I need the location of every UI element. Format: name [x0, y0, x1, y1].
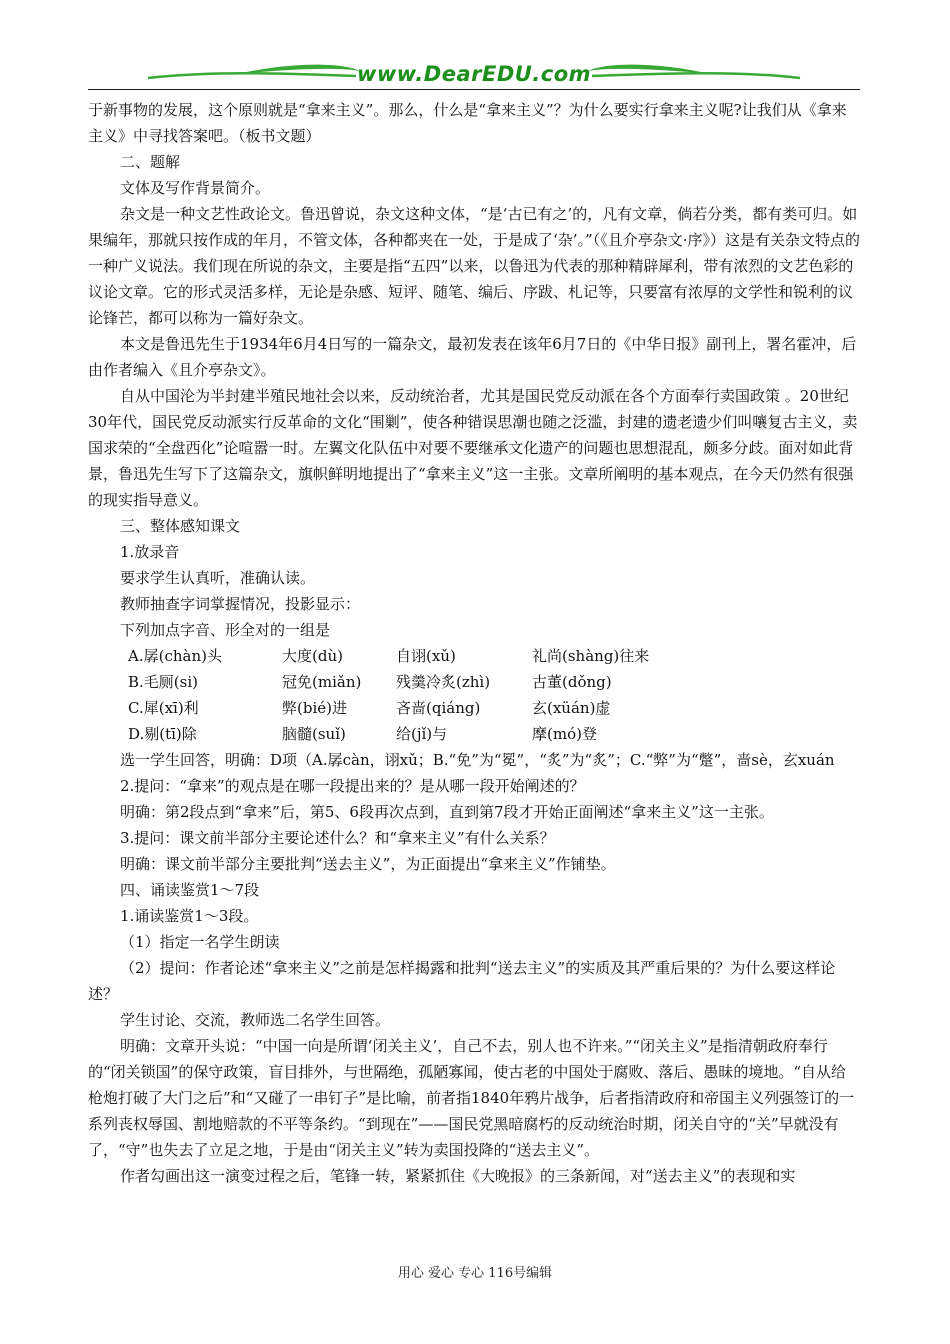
option-row: [128, 721, 692, 747]
paragraph: 明确：课文前半部分主要批判“送去主义”，为正面提出“拿来主义”作铺垫。: [120, 855, 616, 873]
option-cell: B.毛厕(si): [128, 673, 198, 691]
paragraph: 文体及写作背景简介。: [120, 179, 271, 197]
option-cell: 自诩(xǔ): [396, 647, 456, 665]
option-cell: 古董(dǒng): [532, 673, 612, 691]
option-row: [128, 695, 692, 721]
option-cell: 吝啬(qiáng): [396, 699, 481, 717]
paragraph: 本文是鲁迅先生于1934年6月4日写的一篇杂文，最初发表在该年6月7日的《中华日报》副刊上，署名霍冲，后由作者编入《且介亭杂文》。: [88, 335, 857, 379]
paragraph: 三、整体感知课文: [120, 517, 241, 535]
paragraph: 2.提问：“拿来”的观点是在哪一段提出来的？是从哪一段开始阐述的？: [120, 777, 585, 795]
paragraph: 下列加点字音、形全对的一组是: [120, 621, 331, 639]
header-divider: [88, 89, 860, 90]
option-cell: C.犀(xī)利: [128, 699, 199, 717]
paragraph: 作者勾画出这一演变过程之后，笔锋一转，紧紧抓住《大晚报》的三条新闻，对“送去主义”的表现和实: [120, 1167, 796, 1185]
paragraph: 1.放录音: [120, 543, 180, 561]
option-row: [128, 669, 692, 695]
options-table: [128, 643, 692, 747]
paragraph-group-analysis: [88, 747, 860, 1189]
document-body: [88, 97, 860, 1189]
option-cell: 大度(dù): [282, 647, 343, 665]
option-cell: 残羹冷炙(zhì): [396, 673, 491, 691]
option-cell: 弊(bié)进: [282, 699, 347, 717]
paragraph: 学生讨论、交流，教师选二名学生回答。: [120, 1011, 391, 1029]
option-cell: 玄(xüán)虚: [532, 699, 611, 717]
option-cell: 脑髓(suǐ): [282, 725, 346, 743]
option-cell: A.孱(chàn)头: [128, 647, 222, 665]
option-cell: 礼尚(shàng)往来: [532, 647, 650, 665]
paragraph: 自从中国沦为半封建半殖民地社会以来，反动统治者，尤其是国民党反动派在各个方面奉行卖国政策 。20世纪30年代，国民党反动派实行反革命的文化“围剿”，使各种错误思潮也随之泛滥，封建的遗老遗少们叫嚷复古主义，卖国求荣的“全盘西化”论喧嚣一时。左翼文化队伍中对要不要继承文化遗产的问题也思想混乱，颇多分歧。面对如此背景，鲁迅先生写下了这篇杂文，旗帜鲜明地提出了“拿来主义”这一主张。文章所阐明的基本观点，在今天仍然有很强的现实指导意义。: [88, 387, 858, 509]
paragraph: 选一学生回答，明确：D项（A.孱càn，诩xǔ；B.“免”为“冕”，“炙”为“炙”；C.“弊”为“蹩”，啬sè，玄xuán: [120, 751, 835, 769]
paragraph: 1.诵读鉴赏1～3段。: [120, 907, 259, 925]
paragraph: 明确：文章开头说：“中国一向是所谓‘闭关主义’，自己不去，别人也不许来。”“闭关主义”是指清朝政府奉行的“闭关锁国”的保守政策，盲目排外，与世隔绝，孤陋寡闻，使古老的中国处于腐败、落后、愚昧的境地。“自从给枪炮打破了大门之后”和“又碰了一串钉子”是比喻，前者指1840年鸦片战争，后者指清政府和帝国主义列强签订的一系列丧权辱国、割地赔款的不平等条约。“到现在”——国民党黑暗腐朽的反动统治时期，闭关自守的“关”早就没有了，“守”也失去了立足之地，于是由“闭关主义”转为卖国投降的“送去主义”。: [88, 1037, 855, 1159]
option-cell: 给(jǐ)与: [396, 725, 448, 743]
paragraph: （2）提问：作者论述“拿来主义”之前是怎样揭露和批判“送去主义”的实质及其严重后果的？为什么要这样论述？: [88, 959, 836, 1003]
paragraph-group-intro: [88, 97, 860, 643]
paragraph: 教师抽查字词掌握情况，投影显示：: [120, 595, 361, 613]
paragraph: 明确：第2段点到“拿来”后，第5、6段再次点到，直到第7段才开始正面阐述“拿来主义”这一主张。: [120, 803, 774, 821]
paragraph: （1）指定一名学生朗读: [120, 933, 280, 951]
option-cell: D.剔(tī)除: [128, 725, 197, 743]
site-logo[interactable]: www.DearEDU.com: [356, 62, 592, 86]
paragraph: 于新事物的发展，这个原则就是“拿来主义”。那么，什么是“拿来主义”？为什么要实行拿来主义呢?让我们从《拿来主义》中寻找答案吧。（板书文题）: [88, 101, 847, 145]
paragraph: 二、题解: [120, 153, 181, 171]
paragraph: 杂文是一种文艺性政论文。鲁迅曾说，杂文这种文体，“是‘古已有之’的，凡有文章，倘若分类，都有类可归。如果编年，那就只按作成的年月，不管文体，各种都夹在一处，于是成了‘杂’。”（《且介亭杂文·序》）这是有关杂文特点的一种广义说法。我们现在所说的杂文，主要是指“五四”以来，以鲁迅为代表的那种精辟犀利，带有浓烈的文艺色彩的议论文章。它的形式灵活多样，无论是杂感、短评、随笔、编后、序跋、札记等，只要富有浓厚的文学性和锐利的议论锋芒，都可以称为一篇好杂文。: [88, 205, 860, 327]
option-cell: 摩(mó)登: [532, 725, 597, 743]
paragraph: 要求学生认真听，准确认读。: [120, 569, 316, 587]
option-row: [128, 643, 692, 669]
page-header: [88, 58, 860, 88]
option-cell: 冠免(miǎn): [282, 673, 362, 691]
paragraph: 3.提问：课文前半部分主要论述什么？和“拿来主义”有什么关系？: [120, 829, 555, 847]
paragraph: 四、诵读鉴赏1～7段: [120, 881, 260, 899]
page-footer: 用心 爱心 专心 116号编辑: [397, 1266, 553, 1281]
